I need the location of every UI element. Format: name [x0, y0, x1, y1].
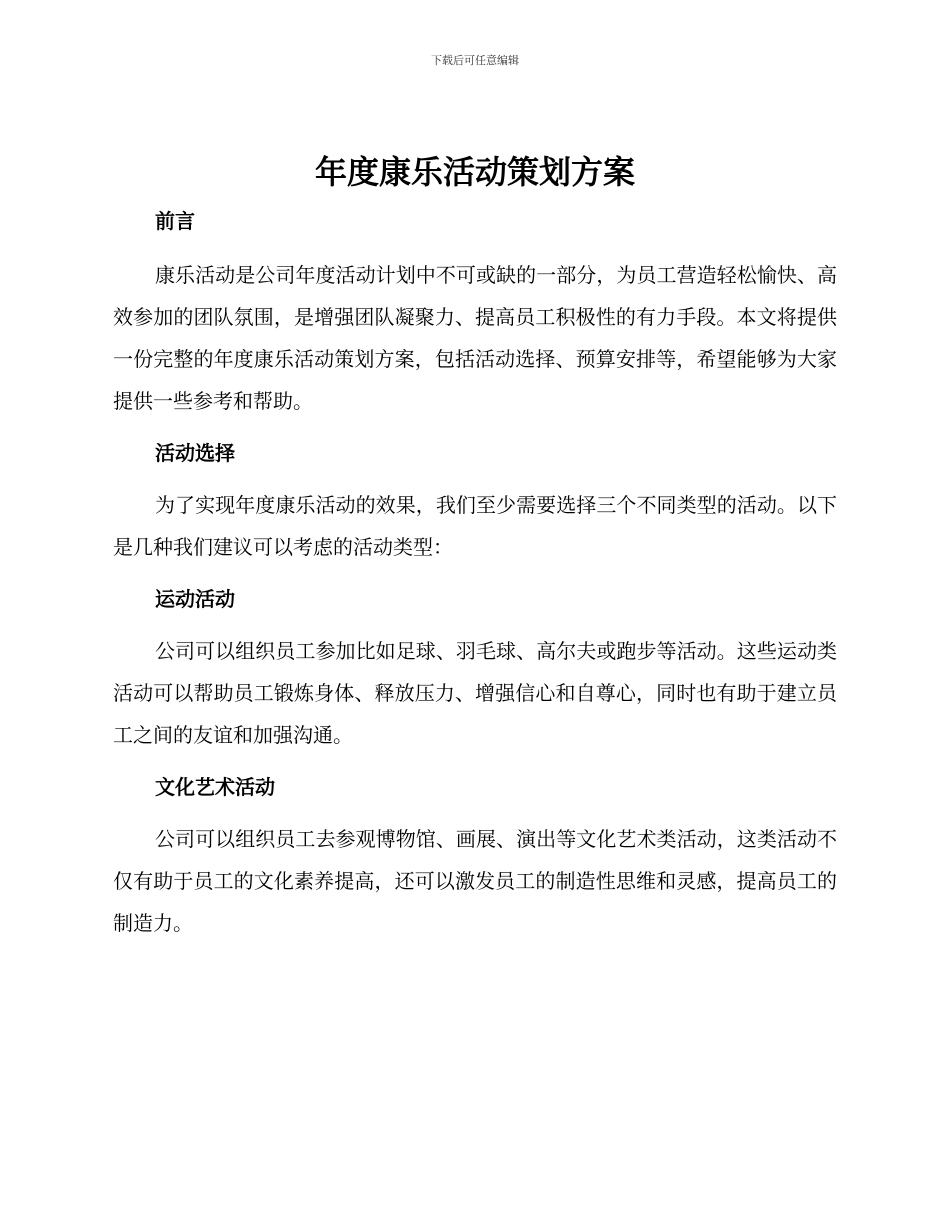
- document-title: 年度康乐活动策划方案: [314, 153, 635, 191]
- document-body: [113, 202, 837, 944]
- section-heading-preface: 前言: [155, 209, 195, 233]
- page-header-note: 下载后可任意编辑: [431, 54, 519, 67]
- section-paragraph-activity-selection: 为了实现年度康乐活动的效果，我们至少需要选择三个不同类型的活动。以下是几种我们建议可以考虑的活动类型：: [113, 493, 837, 559]
- section-heading-culture-art-activities: 文化艺术活动: [155, 775, 275, 799]
- section-paragraph-culture-art-activities: 公司可以组织员工去参观博物馆、画展、演出等文化艺术类活动，这类活动不仅有助于员工的文化素养提高，还可以激发员工的制造性思维和灵感，提高员工的制造力。: [113, 827, 837, 935]
- section-heading-activity-selection: 活动选择: [155, 441, 235, 465]
- section-paragraph-preface: 康乐活动是公司年度活动计划中不可或缺的一部分，为员工营造轻松愉快、高效参加的团队氛围，是增强团队凝聚力、提高员工积极性的有力手段。本文将提供一份完整的年度康乐活动策划方案，包括活动选择、预算安排等，希望能够为大家提供一些参考和帮助。: [113, 263, 837, 413]
- section-paragraph-sports-activities: 公司可以组织员工参加比如足球、羽毛球、高尔夫或跑步等活动。这些运动类活动可以帮助员工锻炼身体、释放压力、增强信心和自尊心，同时也有助于建立员工之间的友谊和加强沟通。: [113, 639, 837, 747]
- section-heading-sports-activities: 运动活动: [155, 587, 235, 611]
